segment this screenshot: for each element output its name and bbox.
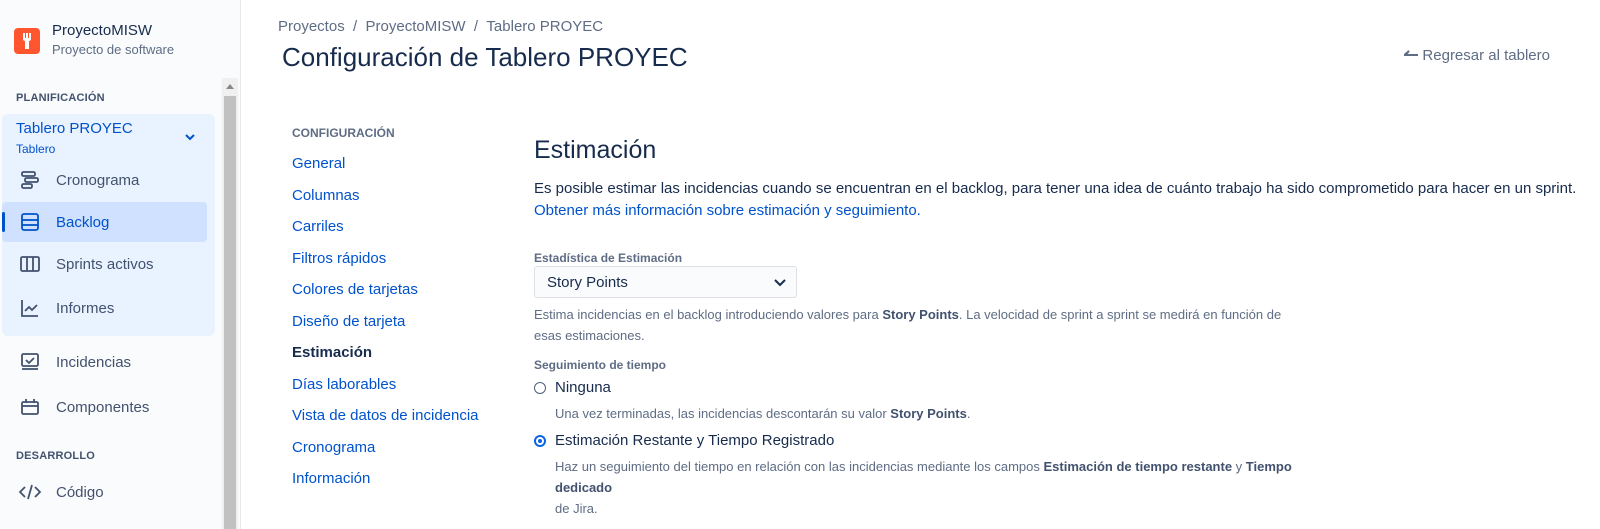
planning-heading: PLANIFICACIÓN <box>16 92 105 104</box>
timeline-icon <box>18 168 42 192</box>
page-title: Configuración de Tablero PROYEC <box>282 42 688 72</box>
config-nav-item[interactable]: General <box>292 155 346 172</box>
sidebar-item-componentes[interactable] <box>2 387 207 427</box>
breadcrumb-separator: / <box>465 18 487 35</box>
config-nav-item[interactable]: Carriles <box>292 218 344 235</box>
config-nav-item[interactable]: Vista de datos de incidencia <box>292 407 479 424</box>
sidebar-item-codigo[interactable] <box>2 472 207 512</box>
chart-icon <box>18 296 42 320</box>
breadcrumb-separator: / <box>344 18 366 35</box>
sidebar-item-informes[interactable] <box>2 288 207 328</box>
radio-button-selected[interactable] <box>534 435 546 447</box>
config-nav-item[interactable]: Filtros rápidos <box>292 249 387 267</box>
breadcrumb <box>278 18 603 35</box>
help-text: y <box>1232 459 1246 474</box>
help-bold: Story Points <box>890 406 967 421</box>
time-tracking-label: Seguimiento de tiempo <box>534 358 667 372</box>
estimation-statistic-label: Estadística de Estimación <box>534 251 683 265</box>
breadcrumb-item[interactable]: ProyectoMISW <box>365 18 466 35</box>
sidebar-scrollbar[interactable] <box>222 78 238 529</box>
project-logo-icon <box>14 28 40 54</box>
radio-label: Estimación Restante y Tiempo Registrado <box>555 432 835 449</box>
radio-help <box>555 456 1335 519</box>
help-bold: Estimación de tiempo restante <box>1043 459 1233 474</box>
more-info-link[interactable]: Obtener más información sobre estimación y seguimiento. <box>534 202 921 219</box>
help-bold: Tiempo dedicado <box>555 459 1292 495</box>
chevron-down-icon[interactable] <box>184 130 196 148</box>
backlog-icon <box>18 210 42 234</box>
chevron-down-icon <box>774 274 786 291</box>
arrow-left-icon <box>1404 47 1419 64</box>
radio-button[interactable] <box>534 382 546 394</box>
sidebar-item-label: Backlog <box>56 213 110 231</box>
help-bold: Story Points <box>882 307 959 322</box>
scroll-thumb[interactable] <box>224 96 236 529</box>
sidebar-item-sprints[interactable] <box>2 244 207 284</box>
config-nav-item[interactable]: Información <box>292 470 371 487</box>
components-icon <box>18 395 42 419</box>
project-name: ProyectoMISW <box>52 22 153 39</box>
issues-icon <box>18 350 42 374</box>
section-description: Es posible estimar las incidencias cuando se encuentran en el backlog, para tener una idea de cuánto trabajo ha sido comprometido para hacer en un sprint. <box>534 180 1577 197</box>
config-nav-item[interactable]: Colores de tarjetas <box>292 281 418 298</box>
sidebar-item-cronograma[interactable] <box>2 160 207 200</box>
radio-label: Ninguna <box>555 379 611 396</box>
radio-help <box>555 403 971 424</box>
sidebar-item-label: Componentes <box>56 398 150 416</box>
board-title[interactable]: Tablero PROYEC <box>16 120 133 137</box>
project-header[interactable] <box>14 22 174 57</box>
sidebar-item-backlog[interactable] <box>2 202 207 242</box>
config-nav-heading: CONFIGURACIÓN <box>292 126 395 140</box>
estimation-statistic-select[interactable] <box>534 266 797 298</box>
board-columns-icon <box>18 252 42 276</box>
help-text: de Jira. <box>555 501 598 516</box>
section-title: Estimación <box>534 136 657 164</box>
help-text: Estima incidencias en el backlog introduciendo valores para <box>534 307 883 322</box>
board-subtitle: Tablero <box>16 142 56 156</box>
sidebar-item-label: Sprints activos <box>56 255 154 273</box>
sidebar-item-incidencias[interactable] <box>2 342 207 382</box>
radio-option-ninguna[interactable] <box>534 379 611 396</box>
breadcrumb-item[interactable]: Proyectos <box>278 18 345 35</box>
dev-heading: DESARROLLO <box>16 450 95 462</box>
select-value: Story Points <box>547 273 628 291</box>
help-text: Haz un seguimiento del tiempo en relación con las incidencias mediante los campos <box>555 459 1044 474</box>
breadcrumb-item[interactable]: Tablero PROYEC <box>486 18 604 35</box>
sidebar-item-label: Código <box>56 483 104 501</box>
scroll-up-arrow-icon[interactable] <box>222 78 238 94</box>
radio-option-estimacion-restante[interactable] <box>534 432 834 449</box>
active-indicator <box>2 212 5 232</box>
sidebar-item-label: Incidencias <box>56 353 132 371</box>
back-to-board-link[interactable] <box>1404 47 1550 64</box>
back-link-label: Regresar al tablero <box>1422 47 1550 64</box>
sidebar-item-label: Informes <box>56 299 115 317</box>
code-icon <box>18 480 42 504</box>
config-nav-item[interactable]: Columnas <box>292 186 360 204</box>
statistic-help <box>534 304 1294 346</box>
config-nav-item[interactable]: Días laborables <box>292 375 397 393</box>
config-nav-item[interactable]: Diseño de tarjeta <box>292 312 406 330</box>
project-type: Proyecto de software <box>52 42 175 57</box>
help-text: . La velocidad de sprint a sprint se medirá en función de esas estimaciones. <box>534 307 1282 343</box>
help-text: . <box>966 406 971 421</box>
config-nav-item[interactable]: Cronograma <box>292 438 376 456</box>
help-text: Una vez terminadas, las incidencias descontarán su valor <box>555 406 891 421</box>
sidebar <box>0 0 241 529</box>
config-nav-item[interactable]: Estimación <box>292 344 373 361</box>
sidebar-item-label: Cronograma <box>56 171 140 189</box>
